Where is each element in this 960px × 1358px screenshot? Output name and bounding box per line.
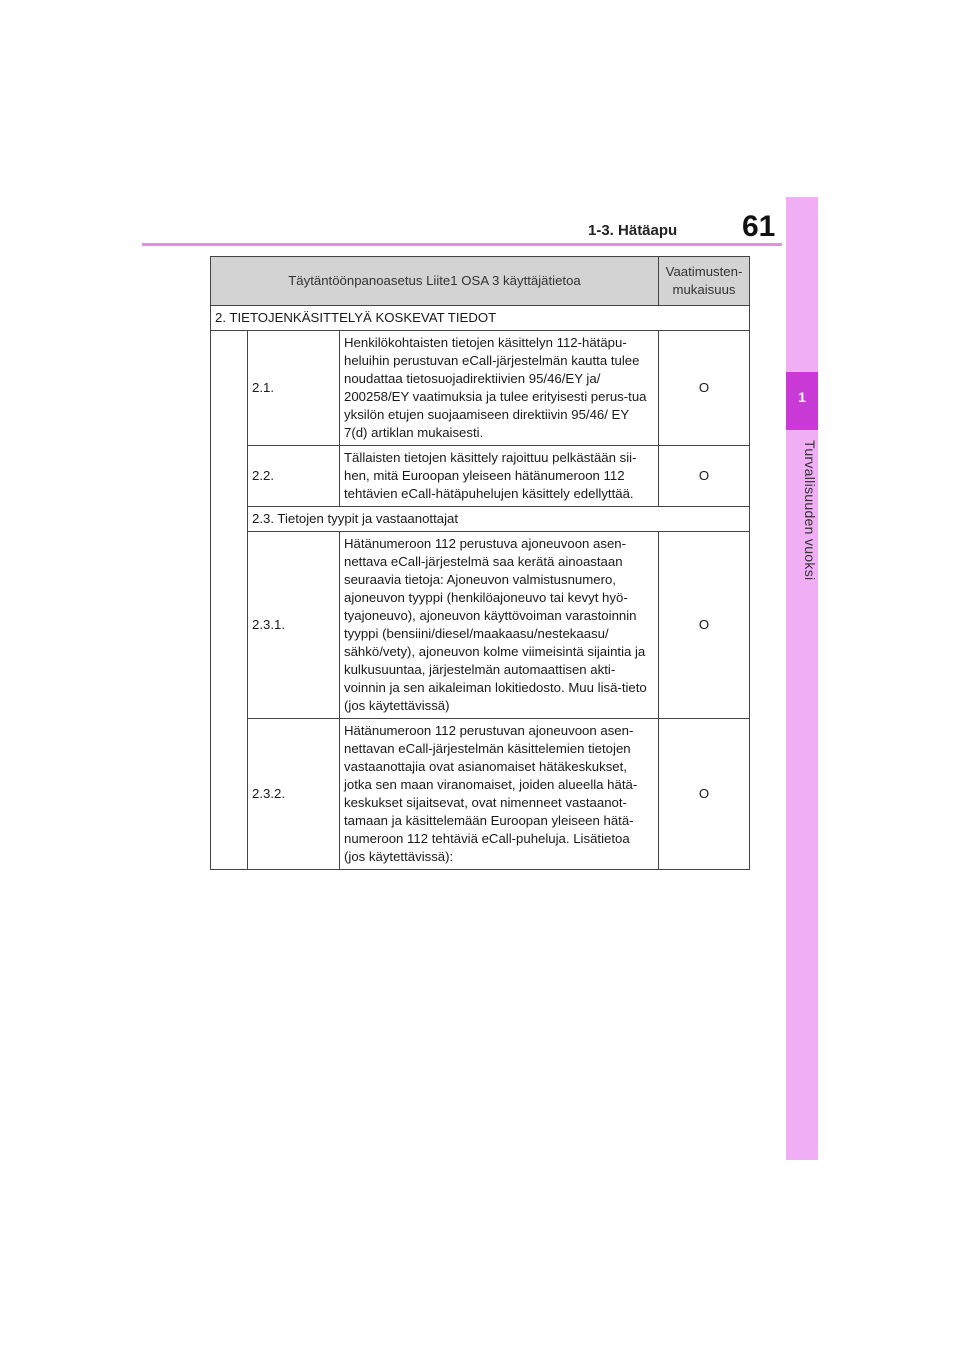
row-text: Hätänumeroon 112 perustuva ajoneuvoon asen-nettava eCall-järjestelmä saa kerätä ainoastaan seuraavia tietoja: Ajoneuvon valmistusnumero, ajoneuvon tyyppi (henkilöajoneuvo tai kevyt hyö-tyajoneuvo), ajoneuvon käyttövoiman varastoinnin tyyppi (bensiini/diesel/maakaasu/nestekaasu/ sähkö/vety), ajoneuvon kolme viimeisintä sijaintia ja kulkusuuntaa, järjestelmän automaattisen akti-voinnin ja sen aikaleiman lokitiedosto. Muu lisä-tieto (jos käytettävissä) — [340, 532, 659, 719]
section-title: 1-3. Hätäapu — [588, 222, 678, 239]
row-text: Tällaisten tietojen käsittely rajoittuu pelkästään sii-hen, mitä Euroopan yleiseen hätänumeroon 112 tehtävien eCall-hätäpuhelujen käsittely edellyttää. — [340, 446, 659, 507]
section-row — [211, 306, 750, 331]
table-row — [211, 446, 750, 507]
table-row — [211, 532, 750, 719]
table-header-row — [211, 257, 750, 306]
subsection-row — [211, 507, 750, 532]
row-compliance: O — [659, 719, 750, 870]
section-23-title: 2.3. Tietojen tyypit ja vastaanottajat — [248, 507, 750, 532]
indent-cell — [211, 331, 248, 870]
section-2-title: 2. TIETOJENKÄSITTELYÄ KOSKEVAT TIEDOT — [211, 306, 750, 331]
page-number: 61 — [742, 210, 776, 243]
chapter-label: Turvallisuuden vuoksi — [802, 440, 818, 581]
row-number: 2.3.1. — [248, 532, 340, 719]
chapter-number: 1 — [798, 389, 806, 405]
row-text: Henkilökohtaisten tietojen käsittelyn 112-hätäpu-heluihin perustuvan eCall-järjestelmän kautta tulee noudattaa tietosuojadirektiivien 95/46/EY ja/ 200258/EY vaatimuksia ja tulee erityisesti perus-tua yksilön etujen suojaamiseen direktiivin 95/46/ EY 7(d) artiklan mukaisesti. — [340, 331, 659, 446]
header-divider — [142, 243, 782, 246]
row-number: 2.1. — [248, 331, 340, 446]
table-row — [211, 331, 750, 446]
row-number: 2.2. — [248, 446, 340, 507]
row-compliance: O — [659, 331, 750, 446]
row-number: 2.3.2. — [248, 719, 340, 870]
col-header-compliance: Vaatimusten-mukaisuus — [659, 257, 750, 306]
chapter-side-tab — [786, 197, 818, 1160]
row-compliance: O — [659, 446, 750, 507]
col-header-main: Täytäntöönpanoasetus Liite1 OSA 3 käyttäjätietoa — [211, 257, 659, 306]
row-compliance: O — [659, 532, 750, 719]
ecall-info-table — [210, 256, 750, 870]
row-text: Hätänumeroon 112 perustuvan ajoneuvoon asen-nettavan eCall-järjestelmän käsittelemien tietojen vastaanottajia ovat asianomaiset hätäkeskukset, jotka sen maan viranomaiset, joiden alueella hätä-keskukset sijaitsevat, ovat nimenneet vastaanot-tamaan ja käsittelemään Euroopan yleiseen hätä-numeroon 112 tehtäviä eCall-puheluja. Lisätietoa (jos käytettävissä): — [340, 719, 659, 870]
table-row — [211, 719, 750, 870]
